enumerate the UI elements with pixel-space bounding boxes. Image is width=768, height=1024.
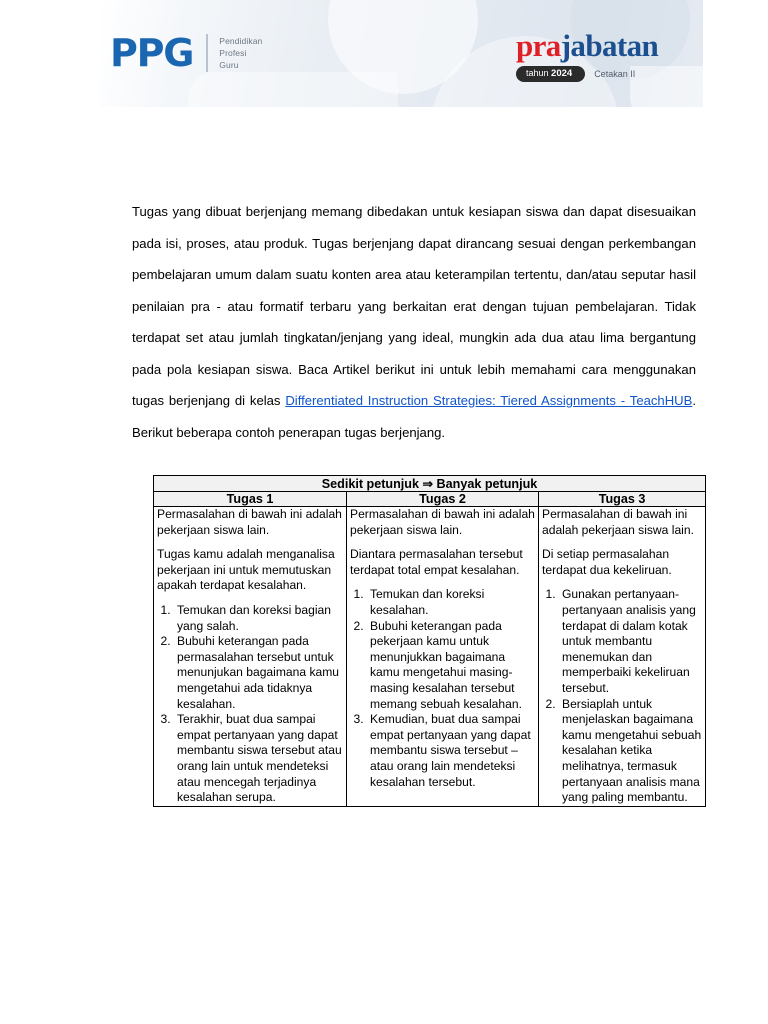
task-step-item: 1. Temukan dan koreksi bagian yang salah. — [174, 603, 346, 634]
task-cell-tugas-3 — [539, 507, 706, 807]
prajabatan-meta-row — [516, 66, 696, 82]
task-paragraph: Tugas kamu adalah menganalisa pekerjaan ini untuk memutuskan apakah terdapat kesalahan. — [157, 547, 335, 593]
year-badge — [516, 66, 585, 82]
logo-divider — [206, 34, 208, 72]
intro-paragraph — [132, 196, 696, 448]
task-paragraph: Di setiap permasalahan terdapat dua kekeliruan. — [542, 547, 672, 577]
paragraph-text-after-link: . Berikut beberapa contoh penerapan tugas berjenjang. — [132, 393, 696, 440]
task-step-item: 2. Bubuhi keterangan pada pekerjaan kamu untuk menunjukkan bagaimana kamu mengetahui masing-masing kesalahan tersebut memang sebuah kesalahan. — [367, 619, 538, 713]
column-header-tugas-2: Tugas 2 — [347, 492, 539, 507]
task-step-item: 1. Temukan dan koreksi kesalahan. — [367, 587, 538, 618]
column-header-tugas-1: Tugas 1 — [154, 492, 347, 507]
paragraph-text-before-link: Tugas yang dibuat berjenjang memang dibedakan untuk kesiapan siswa dan dapat disesuaikan pada isi, proses, atau produk. Tugas berjenjang dapat dirancang sesuai dengan perkembangan pembelajaran umum dalam suatu konten area atau keterampilan tertentu, dan/atau seputar hasil penilaian pra - atau formatif terbaru yang berkaitan erat dengan tujuan pembelajaran. Tidak terdapat set atau jumlah tingkatan/jenjang yang ideal, mungkin ada dua atau lima bergantung pada pola kesiapan siswa. Baca Artikel berikut ini untuk lebih memahami cara menggunakan tugas berjenjang di kelas — [132, 204, 696, 408]
table-header-row — [154, 492, 706, 507]
task-paragraph: Permasalahan di bawah ini adalah pekerjaan siswa lain. — [542, 507, 694, 537]
ppg-subtitle-line-3: Guru — [219, 60, 239, 71]
ppg-logo — [110, 30, 262, 76]
task-step-item: 2. Bubuhi keterangan pada permasalahan tersebut untuk menunjukan bagaimana kamu mengetahui ada tidaknya kesalahan. — [174, 634, 346, 712]
task-step-item: 2. Bersiaplah untuk menjelaskan bagaimana kamu mengetahui sebuah kesalahan ketika melihatnya, termasuk pertanyaan analisis mana yang paling membantu. — [559, 697, 705, 806]
task-step-list — [539, 587, 705, 805]
tiered-assignment-table — [153, 475, 706, 807]
task-paragraph: Diantara permasalahan tersebut terdapat total empat kesalahan. — [350, 547, 523, 577]
prajabatan-wordmark-jabatan: jabatan — [560, 28, 659, 63]
prajabatan-wordmark-pra: pra — [516, 28, 561, 63]
task-step-item: 3. Terakhir, buat dua sampai empat pertanyaan yang dapat membantu siswa tersebut atau orang lain untuk mendeteksi atau mencegah terjadinya kesalahan serupa. — [174, 712, 346, 806]
decorative-shape — [188, 72, 398, 107]
task-step-list — [154, 603, 346, 806]
task-cell-tugas-1 — [154, 507, 347, 807]
ppg-subtitle-line-2: Profesi — [219, 47, 247, 58]
table-title-row — [154, 476, 706, 492]
year-badge-prefix: tahun — [526, 68, 549, 78]
table-body-row — [154, 507, 706, 807]
table-title-cell: Sedikit petunjuk ⇒ Banyak petunjuk — [154, 476, 706, 492]
task-step-item: 3. Kemudian, buat dua sampai empat pertanyaan yang dapat membantu siswa tersebut – atau orang lain mendeteksi kesalahan tersebut. — [367, 712, 538, 790]
ppg-subtitle-line-1: Pendidikan — [219, 35, 263, 46]
ppg-logo-subtitle — [219, 35, 262, 72]
task-paragraph: Permasalahan di bawah ini adalah pekerjaan siswa lain. — [157, 507, 342, 537]
column-header-tugas-3: Tugas 3 — [539, 492, 706, 507]
teachhub-article-link[interactable]: Differentiated Instruction Strategies: Tiered Assignments - TeachHUB — [285, 393, 693, 408]
task-paragraph: Permasalahan di bawah ini adalah pekerjaan siswa lain. — [350, 507, 535, 537]
prajabatan-wordmark — [516, 30, 696, 61]
year-badge-value: 2024 — [551, 68, 573, 79]
task-step-item: 1. Gunakan pertanyaan-pertanyaan analisis yang terdapat di dalam kotak untuk membantu menemukan dan memperbaiki kekeliruan tersebut. — [559, 587, 705, 696]
page-header-banner — [0, 0, 768, 107]
task-step-list — [347, 587, 538, 790]
task-cell-tugas-2 — [347, 507, 539, 807]
document-content — [132, 196, 696, 448]
ppg-logo-mark: PPG — [110, 31, 194, 75]
prajabatan-logo — [516, 30, 696, 82]
edition-label: Cetakan II — [594, 69, 636, 80]
